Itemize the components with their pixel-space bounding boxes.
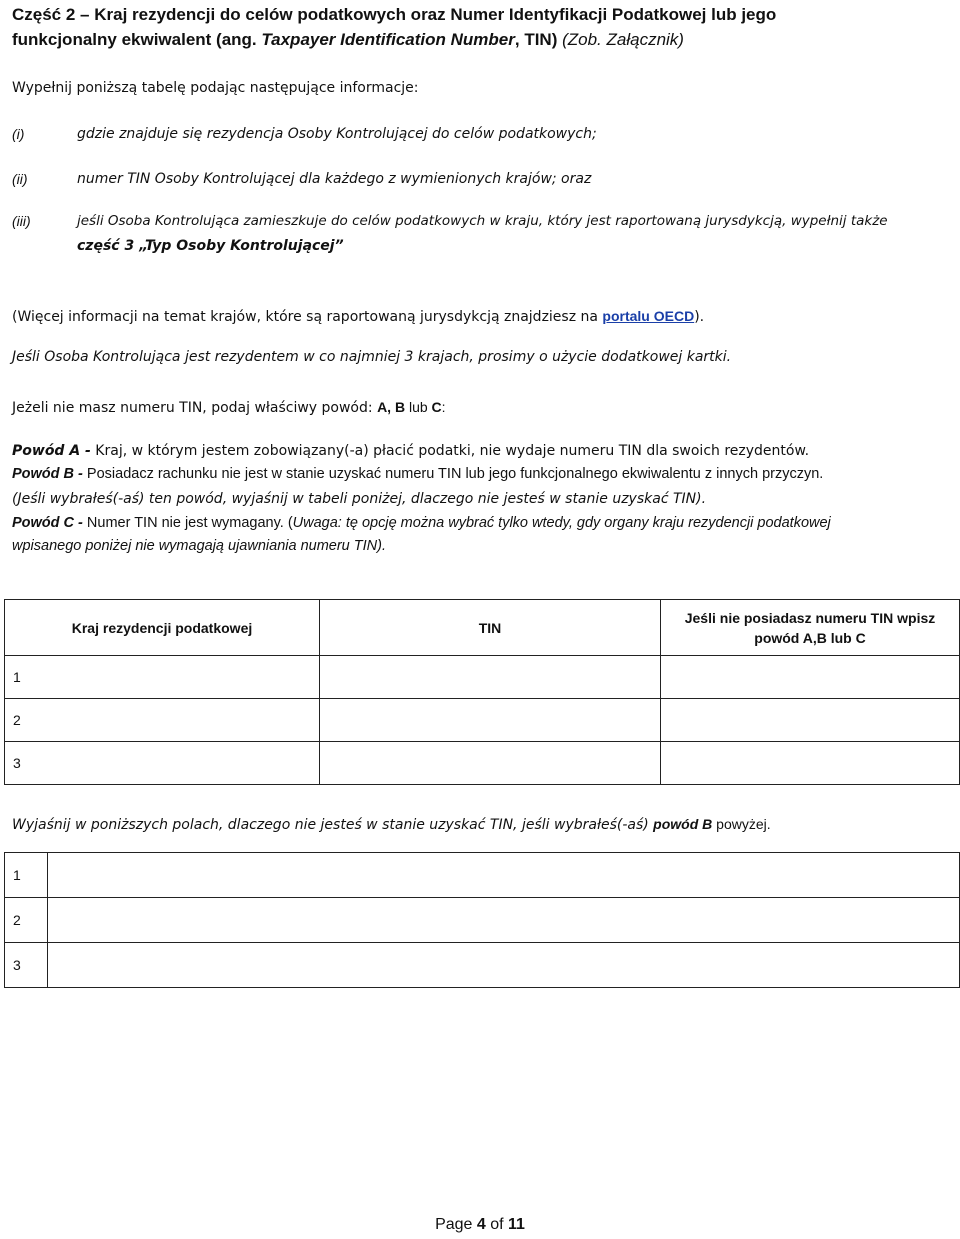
- more-info-end: ).: [694, 309, 705, 325]
- more-info: [12, 305, 704, 328]
- reason-c-text: Numer TIN nie jest wymagany. (: [82, 515, 293, 531]
- row-number: 3: [13, 755, 21, 771]
- tin-cell[interactable]: [320, 656, 661, 699]
- reason-c: [12, 512, 831, 534]
- explanation-cell[interactable]: [48, 898, 960, 943]
- explanation-table: [4, 852, 960, 988]
- reason-b: [12, 463, 823, 485]
- country-cell[interactable]: [5, 699, 320, 742]
- no-tin-instruction: [12, 396, 446, 419]
- table-row: [5, 853, 960, 898]
- reason-b-note: (Jeśli wybrałeś(-aś) ten powód, wyjaśnij w tabeli poniżej, dlaczego nie jesteś w stanie uzyskać TIN).: [12, 491, 707, 507]
- row-number: 2: [13, 912, 21, 928]
- item-num: (ii): [12, 171, 28, 187]
- item-text: numer TIN Osoby Kontrolującej dla każdego z wymienionych krajów; oraz: [77, 171, 592, 187]
- reason-c-label: Powód C -: [12, 515, 83, 531]
- title-part: , TIN): [514, 30, 563, 49]
- item-text-part3: część 3 „Typ Osoby Kontrolującej”: [77, 238, 344, 254]
- reason-a: [12, 440, 809, 462]
- reason-a-text: Kraj, w którym jestem zobowiązany(-a) płacić podatki, nie wydaje numeru TIN dla swoich rezydentów.: [90, 443, 810, 459]
- header-label: Kraj rezydencji podatkowej: [71, 619, 253, 636]
- item-text: gdzie znajduje się rezydencja Osoby Kontrolującej do celów podatkowych;: [77, 126, 597, 142]
- oecd-portal-link[interactable]: portalu OECD: [602, 308, 695, 324]
- table-row: [5, 943, 960, 988]
- row-number: 3: [13, 957, 21, 973]
- no-tin-text: Jeżeli nie masz numeru TIN, podaj właściwy powód:: [12, 400, 378, 416]
- explain-text: powyżej.: [712, 816, 771, 832]
- multi-country-note: Jeśli Osoba Kontrolująca jest rezydentem w co najmniej 3 krajach, prosimy o użycie dodatkowej kartki.: [12, 349, 732, 365]
- more-info-text: (Więcej informacji na temat krajów, które są raportowaną jurysdykcją znajdziesz na: [12, 309, 603, 325]
- table-row: [5, 898, 960, 943]
- current-page: 4: [476, 1216, 486, 1233]
- footer-text: of: [485, 1216, 509, 1233]
- header-label: TIN: [478, 619, 502, 636]
- header-reason: [661, 600, 960, 656]
- reason-cell[interactable]: [661, 656, 960, 699]
- table-row: [5, 742, 960, 785]
- row-number: 2: [13, 712, 21, 728]
- explain-text: Wyjaśnij w poniższych polach, dlaczego nie jesteś w stanie uzyskać TIN, jeśli wybrałeś(-aś): [12, 817, 654, 833]
- explanation-cell[interactable]: [48, 853, 960, 898]
- country-cell[interactable]: [5, 742, 320, 785]
- explanation-cell[interactable]: [48, 943, 960, 988]
- reason-b-label: Powód B -: [12, 466, 83, 482]
- table-row: [5, 699, 960, 742]
- tin-cell[interactable]: [320, 742, 661, 785]
- intro-text: Wypełnij poniższą tabelę podając następujące informacje:: [12, 80, 419, 96]
- reason-cell[interactable]: [661, 699, 960, 742]
- explain-bold: powód B: [653, 816, 713, 832]
- row-number: 1: [13, 669, 21, 685]
- reason-c-note-cont: wpisanego poniżej nie wymagają ujawniania numeru TIN).: [12, 538, 386, 554]
- tax-residency-table: [4, 599, 960, 785]
- item-num: (i): [12, 126, 25, 142]
- no-tin-text: :: [441, 399, 446, 415]
- item-num: (iii): [12, 213, 31, 229]
- footer-text: Page: [435, 1216, 477, 1233]
- reason-c-note: Uwaga: tę opcję można wybrać tylko wtedy, gdy organy kraju rezydencji podatkowej: [292, 515, 831, 531]
- header-tin: [320, 600, 661, 656]
- header-country: [5, 600, 320, 656]
- item-text: jeśli Osoba Kontrolująca zamieszkuje do celów podatkowych w kraju, który jest raportowaną jurysdykcją, wypełnij także: [77, 213, 888, 229]
- total-pages: 11: [508, 1216, 525, 1233]
- tin-cell[interactable]: [320, 699, 661, 742]
- title-part: funkcjonalny ekwiwalent (ang.: [12, 30, 262, 49]
- title-line-1: Część 2 – Kraj rezydencji do celów podatkowych oraz Numer Identyfikacji Podatkowej lub jego: [12, 5, 777, 24]
- country-cell[interactable]: [5, 656, 320, 699]
- reason-cell[interactable]: [661, 742, 960, 785]
- title-reference: (Zob. Załącznik): [562, 30, 684, 49]
- reason-a-label: Powód A -: [12, 443, 91, 459]
- header-label: Jeśli nie posiadasz numeru TIN wpisz: [684, 609, 936, 626]
- row-number-cell: [5, 943, 48, 988]
- row-number-cell: [5, 898, 48, 943]
- table-row: [5, 656, 960, 699]
- no-tin-options: A, B: [377, 399, 406, 415]
- title-line-2: [12, 27, 952, 52]
- row-number: 1: [13, 867, 21, 883]
- explain-instruction: [12, 813, 771, 836]
- page-footer: [0, 1216, 960, 1234]
- no-tin-options: C: [431, 399, 442, 415]
- no-tin-text: lub: [405, 399, 432, 415]
- header-label: powód A,B lub C: [754, 629, 866, 646]
- reason-b-text: Posiadacz rachunku nie jest w stanie uzyskać numeru TIN lub jego funkcjonalnego ekwiwalentu z innych przyczyn.: [82, 466, 824, 482]
- section-title: [12, 2, 952, 52]
- row-number-cell: [5, 853, 48, 898]
- title-italic: Taxpayer Identification Number: [261, 30, 515, 49]
